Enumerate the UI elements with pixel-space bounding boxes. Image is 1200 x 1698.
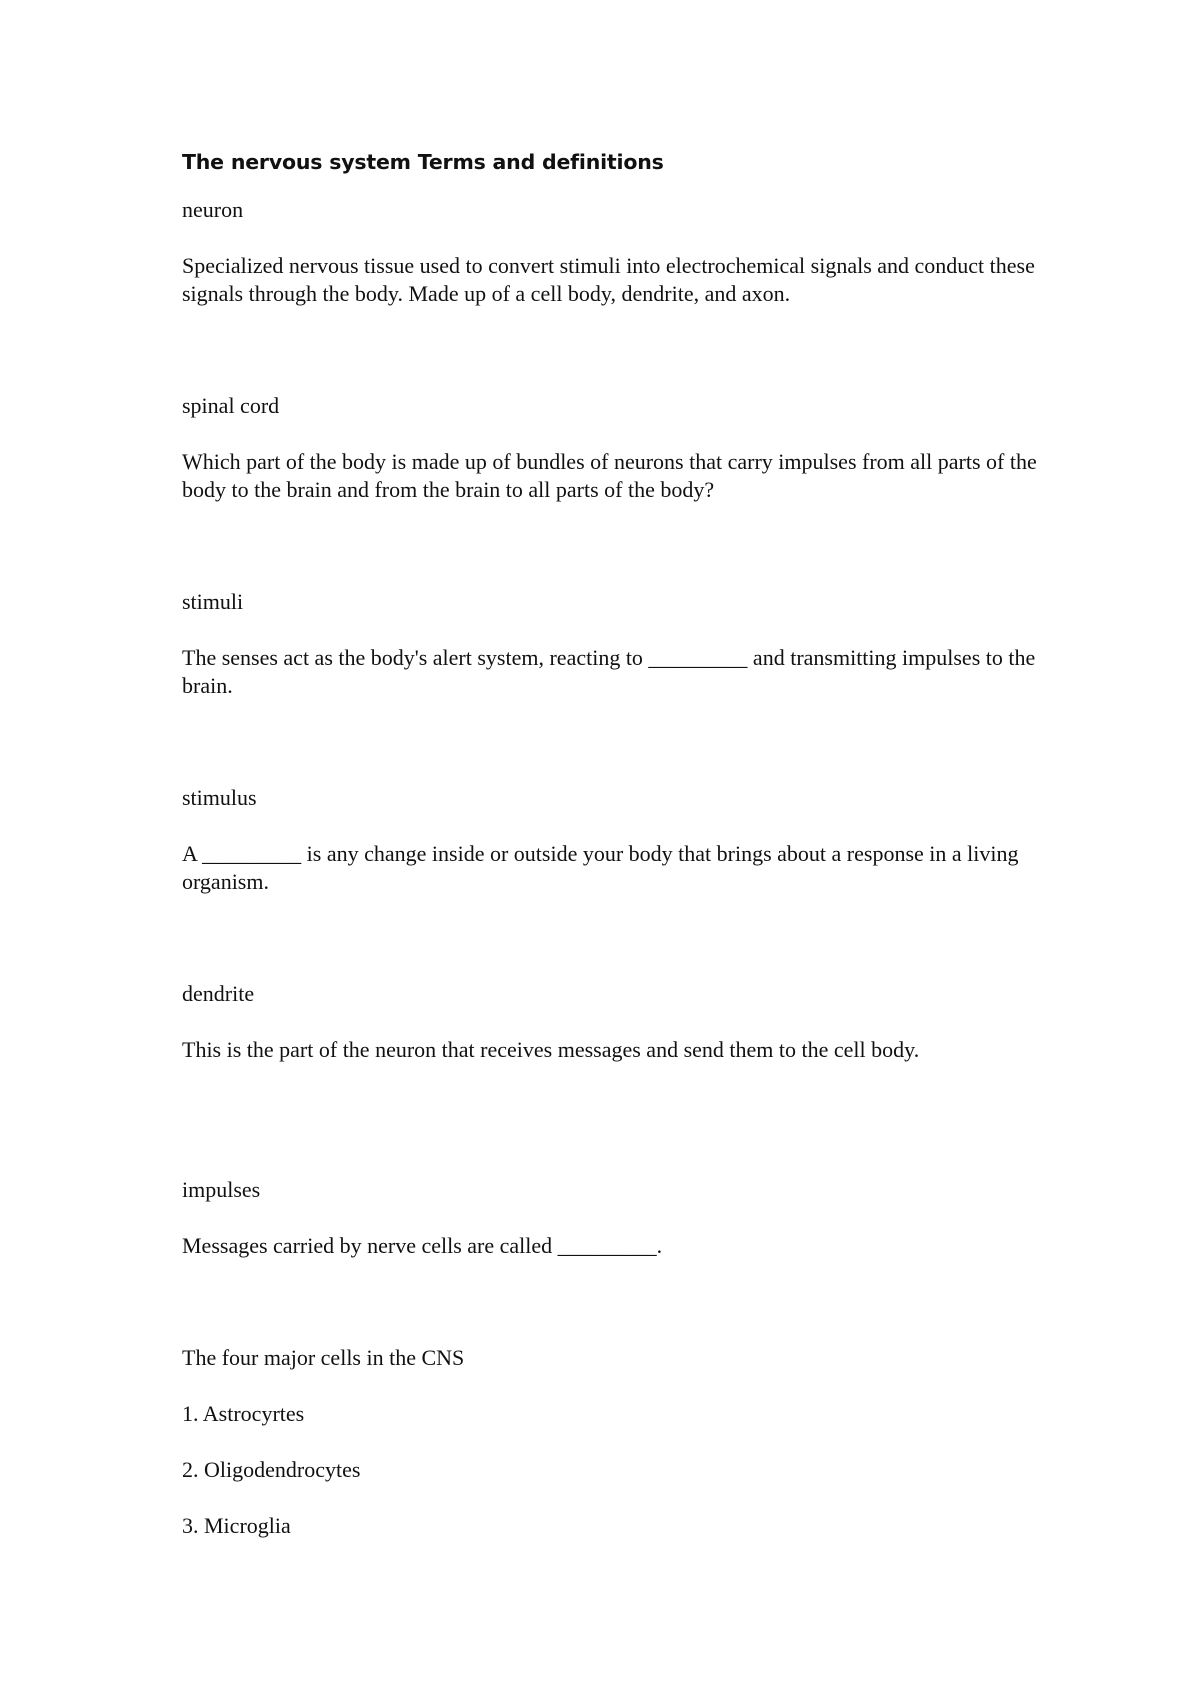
term: stimulus: [182, 785, 257, 810]
document-content: [182, 142, 1062, 1540]
entry-neuron: [182, 196, 1062, 308]
cns-cells-list: [182, 1344, 1062, 1540]
definition: The senses act as the body's alert system, reacting to _________ and transmitting impulses to the brain.: [182, 645, 1036, 698]
list-item: 1. Astrocyrtes: [182, 1401, 305, 1426]
document-title: The nervous system Terms and definitions: [182, 150, 664, 174]
term: spinal cord: [182, 393, 280, 418]
list-item: 2. Oligodendrocytes: [182, 1457, 361, 1482]
definition: This is the part of the neuron that receives messages and send them to the cell body.: [182, 1037, 920, 1062]
entry-dendrite: [182, 980, 1062, 1064]
entry-stimuli: [182, 588, 1062, 700]
term: dendrite: [182, 981, 255, 1006]
entry-spinal-cord: [182, 392, 1062, 504]
term: impulses: [182, 1177, 261, 1202]
term: stimuli: [182, 589, 244, 614]
list-item: 3. Microglia: [182, 1513, 291, 1538]
definition: Which part of the body is made up of bundles of neurons that carry impulses from all parts of the body to the brain and from the brain to all parts of the body?: [182, 449, 1037, 502]
definition: Messages carried by nerve cells are called _________.: [182, 1233, 663, 1258]
entry-stimulus: [182, 784, 1062, 896]
entry-impulses: [182, 1176, 1062, 1260]
definition: A _________ is any change inside or outside your body that brings about a response in a living organism.: [182, 841, 1019, 894]
term: neuron: [182, 197, 244, 222]
definition: Specialized nervous tissue used to convert stimuli into electrochemical signals and conduct these signals through the body. Made up of a cell body, dendrite, and axon.: [182, 253, 1035, 306]
list-heading: The four major cells in the CNS: [182, 1345, 465, 1370]
